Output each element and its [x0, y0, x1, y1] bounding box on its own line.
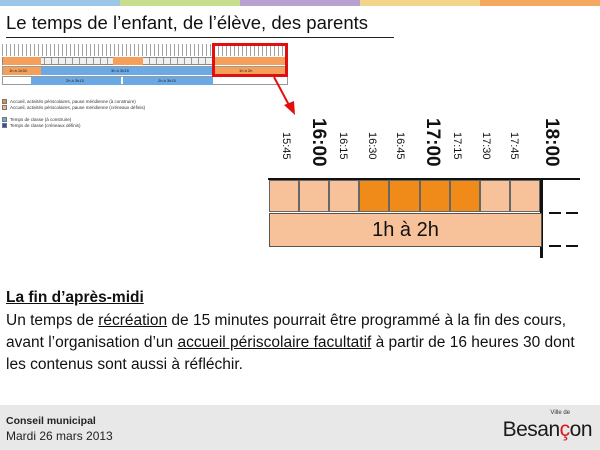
section-heading: La fin d’après-midi: [6, 289, 144, 306]
thumb-seg: [3, 57, 41, 65]
dash-mark: [566, 245, 578, 247]
quarter-cell: [420, 180, 450, 212]
legend-item: [2, 122, 145, 128]
thumb-seg: [113, 57, 143, 65]
legend-text: Temps de classe (créneaux définis): [10, 122, 81, 128]
logo-text: on: [569, 418, 592, 441]
legend-text: Temps de classe (à construire): [10, 116, 72, 122]
logo-subtitle: Ville de: [550, 410, 570, 416]
thumb-seg-morning: [3, 67, 41, 75]
legend-item: [2, 104, 145, 110]
besancon-logo: [503, 418, 592, 442]
top-bar-seg: [360, 0, 480, 6]
thumb-seg-label: 1h à 2h: [239, 68, 253, 73]
zoomed-timeline: [266, 118, 586, 258]
quarter-label: 17:45: [508, 132, 520, 160]
legend-swatch: [2, 117, 7, 122]
dash-mark: [549, 212, 561, 214]
hour-label: 18:00: [541, 118, 562, 167]
thumb-seg-class: [31, 77, 121, 85]
legend-text: Accueil, activités périscolaires, pause méridienne (à construire): [10, 98, 136, 104]
top-bar-seg: [0, 0, 120, 6]
thumb-seg-label: 1h à 1h30: [9, 68, 27, 73]
footer-org: Conseil municipal: [6, 415, 96, 427]
legend-swatch: [2, 105, 7, 110]
quarter-label: 16:45: [394, 132, 406, 160]
para-text: à partir de 16 heures 30 dont les contenus sont aussi à réfléchir.: [6, 334, 575, 373]
quarter-label: 17:30: [479, 132, 492, 160]
legend-swatch: [2, 123, 7, 128]
top-bar-seg: [480, 0, 600, 6]
title-underline: [6, 37, 394, 38]
quarter-label: 16:30: [365, 132, 378, 160]
dash-mark: [549, 245, 561, 247]
footer: [0, 405, 600, 450]
legend-swatch: [2, 99, 7, 104]
legend-text: Accueil, activités périscolaires, pause méridienne (créneaux définis): [10, 104, 146, 110]
top-bar-seg: [120, 0, 240, 6]
legend-item: [2, 98, 145, 104]
thumb-seg-label: 2h à 3h15: [66, 78, 84, 83]
logo-text-accent: ç: [559, 418, 570, 441]
quarter-cell: [389, 180, 419, 212]
zoom-arrow-icon: [270, 77, 300, 117]
quarter-cell: [329, 180, 359, 212]
quarter-cell: [480, 180, 510, 212]
thumb-seg-label: 3h à 3h15: [111, 68, 129, 73]
logo-text: Besan: [502, 418, 560, 441]
para-text: Un temps de: [6, 312, 99, 329]
thumb-seg-label: 2h à 3h15: [158, 78, 176, 83]
thumbnail-legend: [2, 98, 145, 128]
hour-label: 16:00: [307, 118, 329, 167]
hour-label: 17:00: [421, 118, 443, 167]
quarter-label: 16:15: [337, 132, 349, 160]
duration-bar: [269, 213, 542, 247]
quarter-label: 17:15: [451, 132, 463, 160]
quarter-label: 15:45: [280, 132, 292, 160]
thumb-seg-class: [41, 67, 213, 75]
duration-label: 1h à 2h: [372, 218, 439, 241]
quarter-cell: [359, 180, 389, 212]
quarter-cell: [269, 180, 299, 212]
quarter-cell: [450, 180, 480, 212]
dash-mark: [566, 212, 578, 214]
body-paragraph: [6, 310, 596, 376]
top-color-bar: [0, 0, 600, 6]
footer-date: Mardi 26 mars 2013: [6, 429, 113, 443]
para-underlined: accueil périscolaire facultatif: [177, 334, 372, 351]
thumb-seg-class: [123, 77, 213, 85]
thumbnail-row-2: [2, 76, 288, 85]
para-underlined: récréation: [98, 312, 168, 329]
slide-title: Le temps de l’enfant, de l’élève, des parents: [6, 12, 369, 33]
quarter-cell: [299, 180, 329, 212]
para-text: de 15 minutes pourrait être programmé à la fin des cours, avant l’organisation d’un: [6, 312, 567, 351]
highlight-frame: [212, 43, 288, 77]
quarter-cell: [510, 180, 540, 212]
top-bar-seg: [240, 0, 360, 6]
